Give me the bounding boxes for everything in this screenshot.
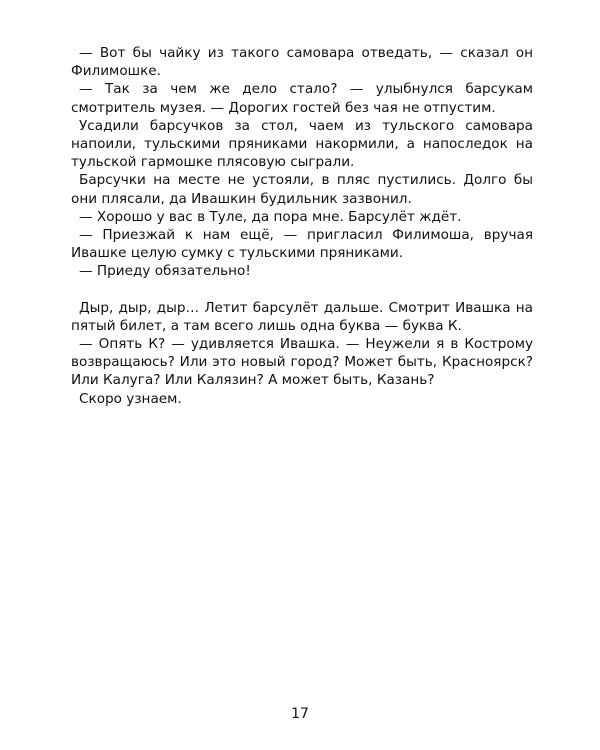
paragraph: — Так за чем же дело стало? — улыбнулся барсукам смотритель музея. — Дорогих гостей без чая не отпустим. [71,81,533,116]
paragraph: — Опять К? — удивляется Ивашка. — Неужели я в Кострому возвращаюсь? Или это новый город? Может быть, Красноярск? Или Калуга? Или Калязин? А может быть, Казань? [71,336,533,389]
paragraph: Дыр, дыр, дыр… Летит барсулёт дальше. Смотрит Ивашка на пятый билет, а там всего лишь одна буква — буква К. [71,299,533,334]
paragraph: — Хорошо у вас в Туле, да пора мне. Барсулёт ждёт. [79,208,462,225]
paragraph: — Приезжай к нам ещё, — пригласил Филимоша, вручая Ивашке целую сумку с тульскими пряниками. [71,227,533,262]
paragraph: Усадили барсучков за стол, чаем из тульского самовара напоили, тульскими пряниками накормили, а напоследок на тульской гармошке плясовую сыграли. [71,117,533,171]
paragraph: Барсучки на месте не устояли, в пляс пустились. Долго бы они плясали, да Ивашкин будильник зазвонил. [71,172,533,207]
story-text [71,44,533,408]
paragraph: Скоро узнаем. [79,390,182,407]
paragraph: — Вот бы чайку из такого самовара отведать, — сказал он Филимошке. [71,45,533,80]
page-number: 17 [291,706,309,722]
paragraph: — Приеду обязательно! [79,263,251,280]
